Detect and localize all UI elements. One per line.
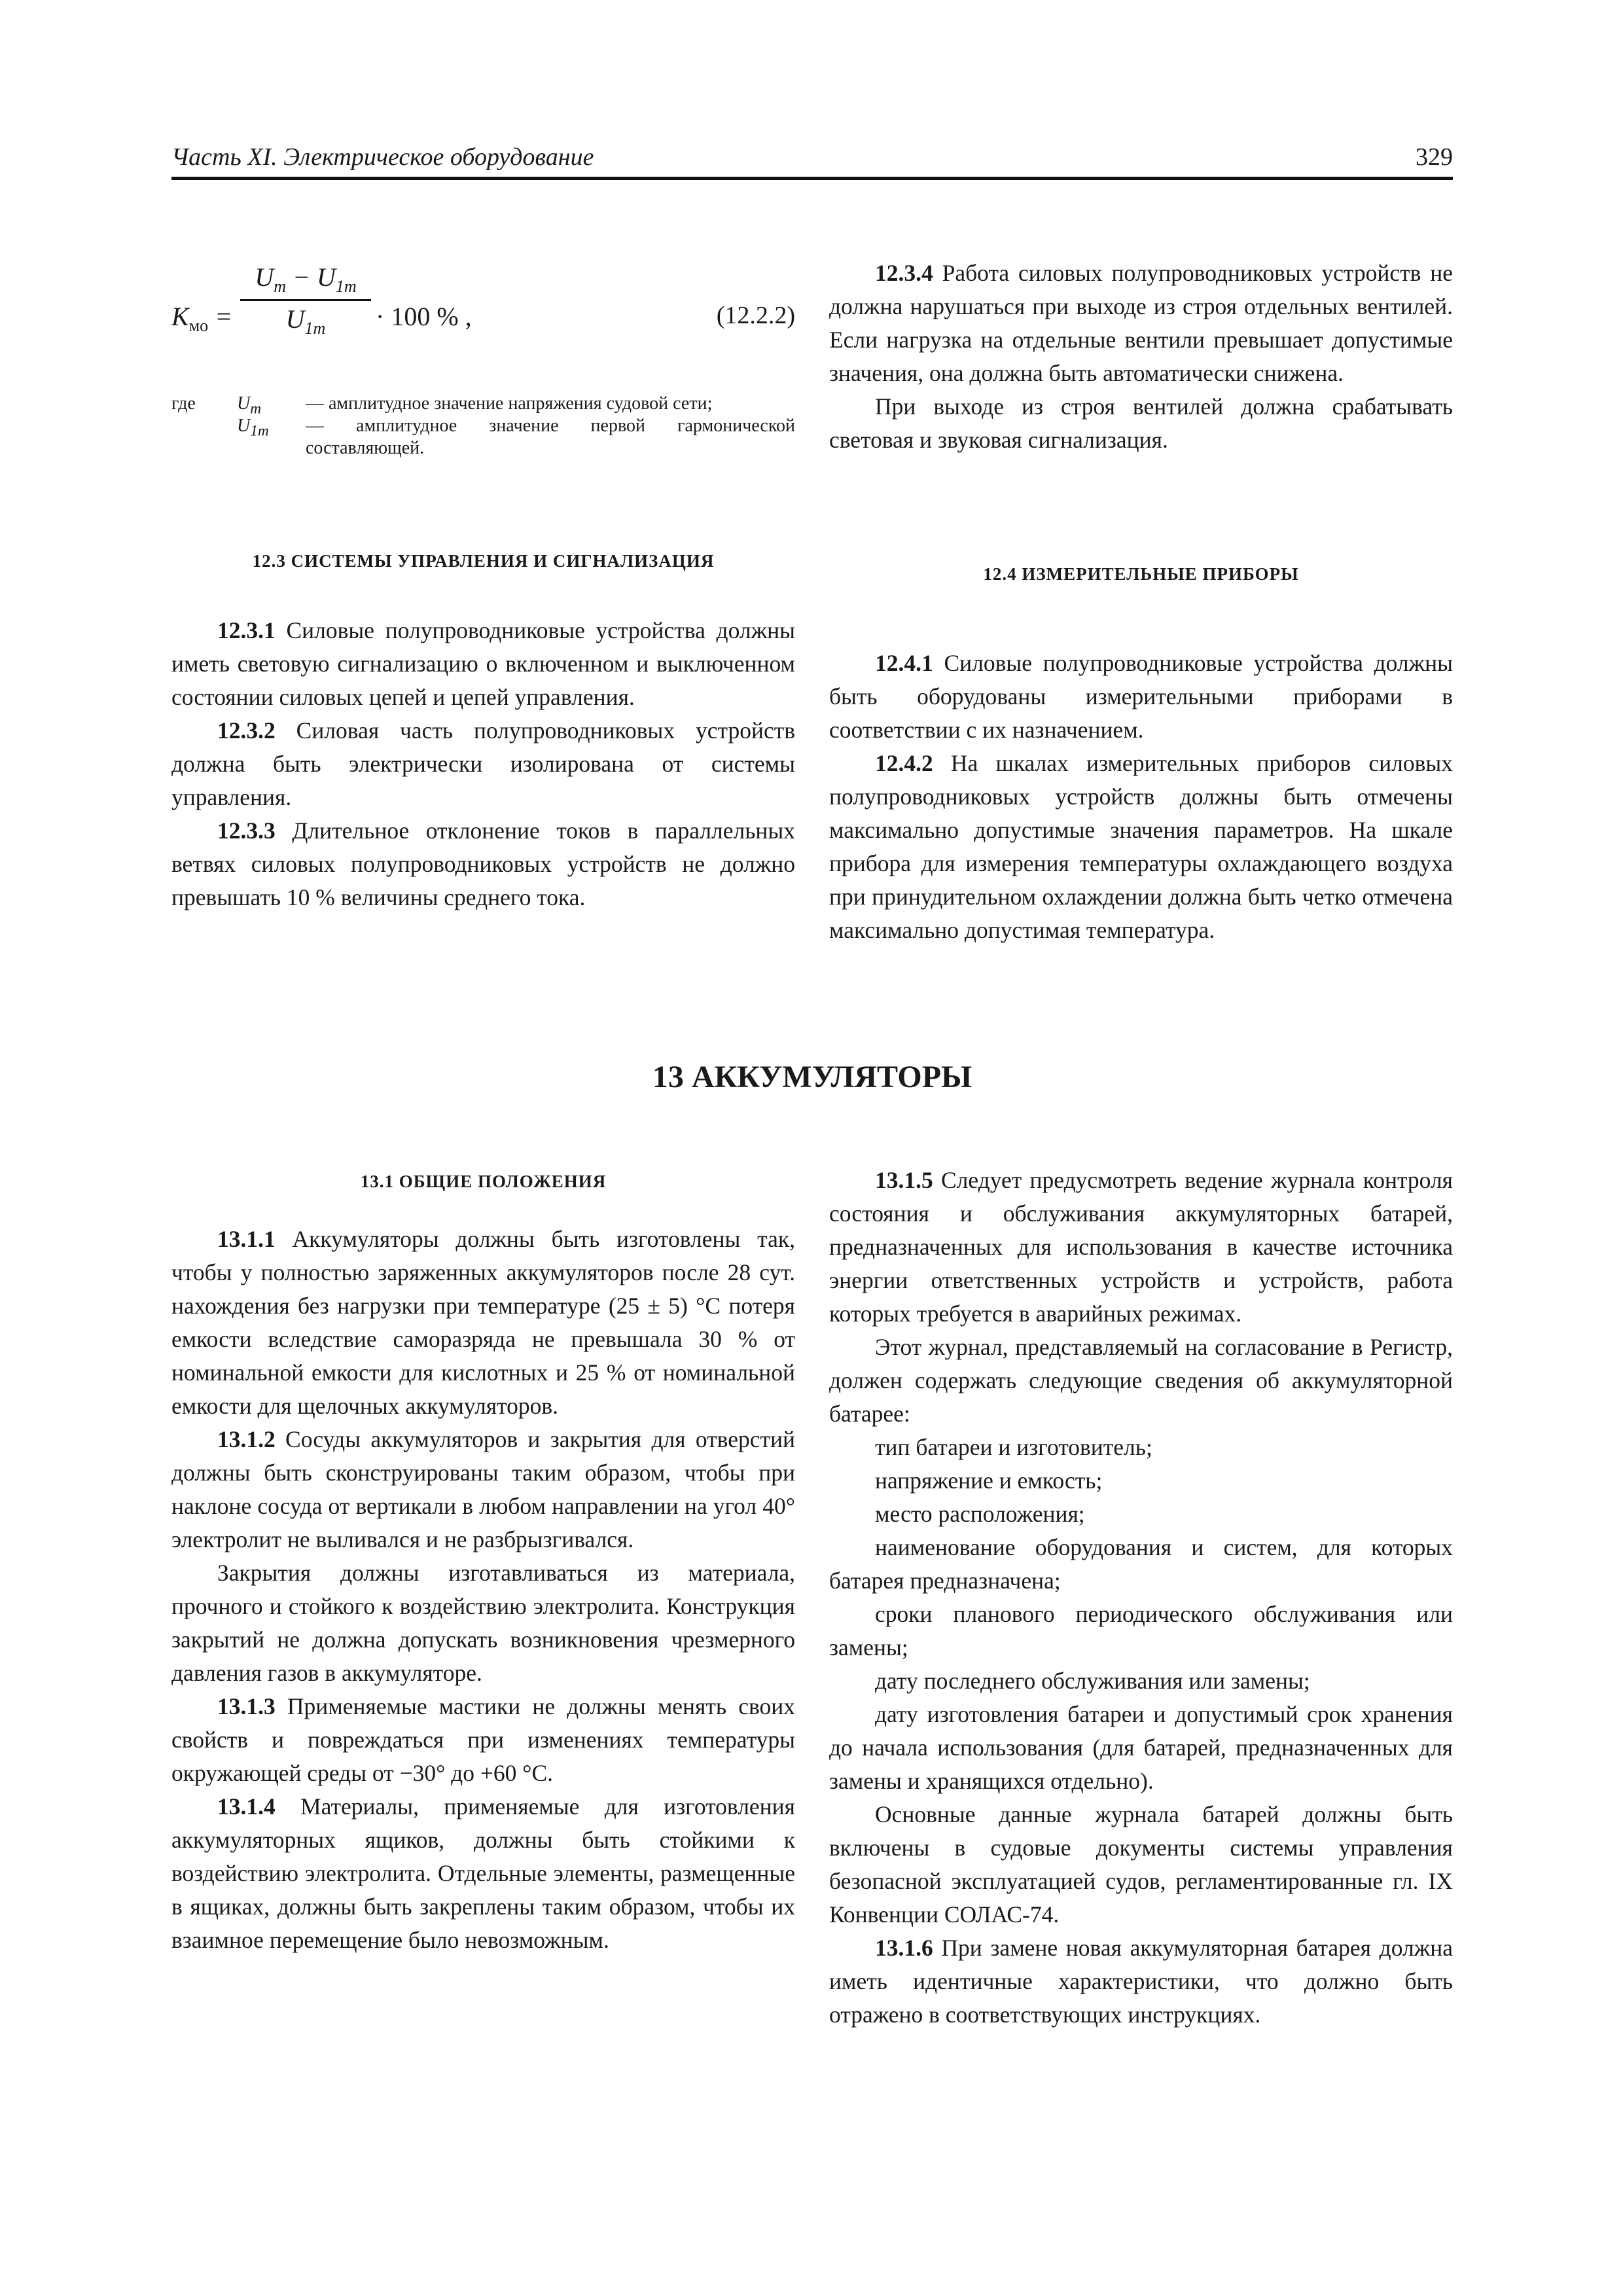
clause-number: 12.3.4 — [875, 260, 933, 286]
clause-text: Применяемые мастики не должны менять своих свойств и повреждаться при изменениях температуры окружающей среды от −30° до +60 °С. — [171, 1693, 795, 1786]
section-12-4-body — [829, 647, 1453, 947]
paragraph — [171, 614, 795, 714]
paragraph: Основные данные журнала батарей должны быть включены в судовые документы системы управления безопасной эксплуатацией судов, регламентированные гл. IX Конвенции СОЛАС-74. — [829, 1801, 1453, 1928]
clause-text: Силовая часть полупроводниковых устройств должна быть электрически изолирована от системы управления. — [171, 717, 795, 810]
legend-label: где — [171, 393, 196, 414]
page-number: 329 — [1416, 143, 1453, 171]
paragraph — [171, 714, 795, 814]
list-item: сроки планового периодического обслуживания или замены; — [829, 1601, 1453, 1660]
section-heading-12-3: 12.3 СИСТЕМЫ УПРАВЛЕНИЯ И СИГНАЛИЗАЦИЯ — [252, 551, 715, 571]
num-minus: − U — [286, 262, 336, 292]
clause-text: Длительное отклонение токов в параллельных ветвях силовых полупроводниковых устройств не должно превышать 10 % величины среднего тока. — [171, 817, 795, 910]
section-13-1-right-body — [829, 1164, 1453, 2032]
list-item: тип батареи и изготовитель; — [875, 1434, 1152, 1460]
paragraph — [171, 1423, 795, 1556]
formula-denominator — [240, 301, 371, 338]
clause-text: Материалы, применяемые для изготовления аккумуляторных ящиков, должны быть стойкими к воздействию электролита. Отдельные элементы, размещенные в ящиках, должны быть закреплены таким образом, чтобы их взаимное перемещение было невозможным. — [171, 1793, 795, 1953]
formula-k: K — [171, 302, 189, 331]
legend-text: — амплитудное значение первой гармонической составляющей. — [306, 416, 795, 458]
list-item: напряжение и емкость; — [875, 1467, 1103, 1494]
section-heading-13-1: 13.1 ОБЩИЕ ПОЛОЖЕНИЯ — [360, 1172, 607, 1191]
header-title: Часть XI. Электрическое оборудование — [171, 143, 594, 171]
clause-number: 13.1.1 — [217, 1226, 276, 1252]
paragraph: Закрытия должны изготавливаться из материала, прочного и стойкого к воздействию электролита. Конструкция закрытий не должна допускать возникновения чрезмерного давления газов в аккумуляторе. — [171, 1560, 795, 1686]
clause-number: 12.3.1 — [217, 617, 276, 643]
clause-text: Сосуды аккумуляторов и закрытия для отверстий должны быть сконструированы таким образом, чтобы при наклоне сосуда от вертикали в любом направлении на угол 40° электролит не выливался и не разбрызгивался. — [171, 1426, 795, 1552]
clause-text: На шкалах измерительных приборов силовых полупроводниковых устройств должны быть отмечены максимально допустимые значения параметров. На шкале прибора для измерения температуры охлаждающего воздуха при принудительном охлаждении должна быть четко отмечена максимально допустимая температура. — [829, 750, 1453, 943]
section-heading-12-4: 12.4 ИЗМЕРИТЕЛЬНЫЕ ПРИБОРЫ — [983, 564, 1299, 584]
clause-number: 12.4.1 — [875, 650, 933, 676]
paragraph — [171, 814, 795, 914]
formula-k-sub: мо — [188, 316, 209, 335]
clause-number: 13.1.2 — [217, 1426, 276, 1452]
list-item: наименование оборудования и систем, для которых батарея предназначена; — [829, 1534, 1453, 1594]
legend-row — [171, 415, 795, 459]
clause-number: 12.3.2 — [217, 717, 276, 744]
clause-text: Работа силовых полупроводниковых устройств не должна нарушаться при выходе из строя отдельных вентилей. Если нагрузка на отдельные вентили превышает допустимые значения, она должна быть автоматически снижена. — [829, 260, 1453, 386]
legend-sym-u: U — [237, 416, 251, 436]
clause-text: Силовые полупроводниковые устройства должны иметь световую сигнализацию о включенном и выключенном состоянии силовых цепей и цепей управления. — [171, 617, 795, 710]
den-u: U — [285, 304, 305, 334]
section-13-1-left-body — [171, 1223, 795, 1957]
clause-text: Силовые полупроводниковые устройства должны быть оборудованы измерительными приборами в соответствии с их назначением. — [829, 650, 1453, 743]
running-header — [171, 143, 1453, 180]
legend-sym-sub: m — [250, 400, 262, 418]
formula-equals: = — [208, 302, 233, 331]
paragraph — [829, 1164, 1453, 1331]
formula-lhs — [171, 301, 232, 336]
paragraph — [171, 1223, 795, 1423]
clause-text: При замене новая аккумуляторная батарея должна иметь идентичные характеристики, что должно быть отражено в соответствующих инструкциях. — [829, 1935, 1453, 2028]
list-item: место расположения; — [875, 1501, 1085, 1527]
legend-symbol — [237, 415, 269, 442]
paragraph: Этот журнал, представляемый на согласование в Регистр, должен содержать следующие сведения об аккумуляторной батарее: — [829, 1334, 1453, 1427]
clause-number: 12.3.3 — [217, 817, 276, 844]
legend-sym-sub: 1m — [250, 422, 269, 440]
chapter-title: 13 АККУМУЛЯТОРЫ — [652, 1060, 972, 1094]
section-12-3-4-body — [829, 257, 1453, 457]
clause-number: 12.4.2 — [875, 750, 933, 776]
paragraph — [171, 1690, 795, 1790]
clause-number: 13.1.6 — [875, 1935, 933, 1961]
legend-sym-u: U — [237, 393, 251, 414]
legend-row — [171, 393, 795, 418]
legend-text: — амплитудное значение напряжения судовой сети; — [306, 393, 713, 414]
paragraph — [829, 747, 1453, 947]
section-12-3-body — [171, 614, 795, 914]
paragraph — [829, 647, 1453, 747]
paragraph — [829, 257, 1453, 390]
paragraph — [829, 1931, 1453, 2032]
formula-12-2-2 — [171, 236, 795, 367]
list-item: дату последнего обслуживания или замены; — [875, 1668, 1310, 1694]
formula-legend — [171, 393, 795, 459]
den-sub: 1m — [304, 319, 326, 338]
clause-number: 13.1.4 — [217, 1793, 276, 1820]
clause-number: 13.1.3 — [217, 1693, 276, 1719]
num-sub2: 1m — [335, 277, 357, 296]
list-item: дату изготовления батареи и допустимый срок хранения до начала использования (для батарей, предназначенных для замены и хранящихся отдельно). — [829, 1701, 1453, 1794]
formula-fraction — [240, 262, 371, 338]
clause-text: Аккумуляторы должны быть изготовлены так, чтобы у полностью заряженных аккумуляторов после 28 сут. нахождения без нагрузки при температуре (25 ± 5) °С потеря емкости вследствие саморазряда не превышала 30 % от номинальной емкости для кислотных и 25 % от номинальной емкости для щелочных аккумуляторов. — [171, 1226, 795, 1419]
num-sub1: m — [274, 277, 286, 296]
clause-text: Следует предусмотреть ведение журнала контроля состояния и обслуживания аккумуляторных батарей, предназначенных для использования в качестве источника энергии ответственных устройств и устройств, работа которых требуется в аварийных режимах. — [829, 1167, 1453, 1327]
paragraph — [171, 1790, 795, 1957]
clause-number: 13.1.5 — [875, 1167, 933, 1193]
num-u: U — [255, 262, 274, 292]
formula-numerator — [240, 262, 371, 301]
formula-rest: · 100 % , — [376, 302, 472, 331]
formula-number: (12.2.2) — [716, 302, 795, 329]
paragraph: При выходе из строя вентилей должна срабатывать световая и звуковая сигнализация. — [829, 393, 1453, 453]
